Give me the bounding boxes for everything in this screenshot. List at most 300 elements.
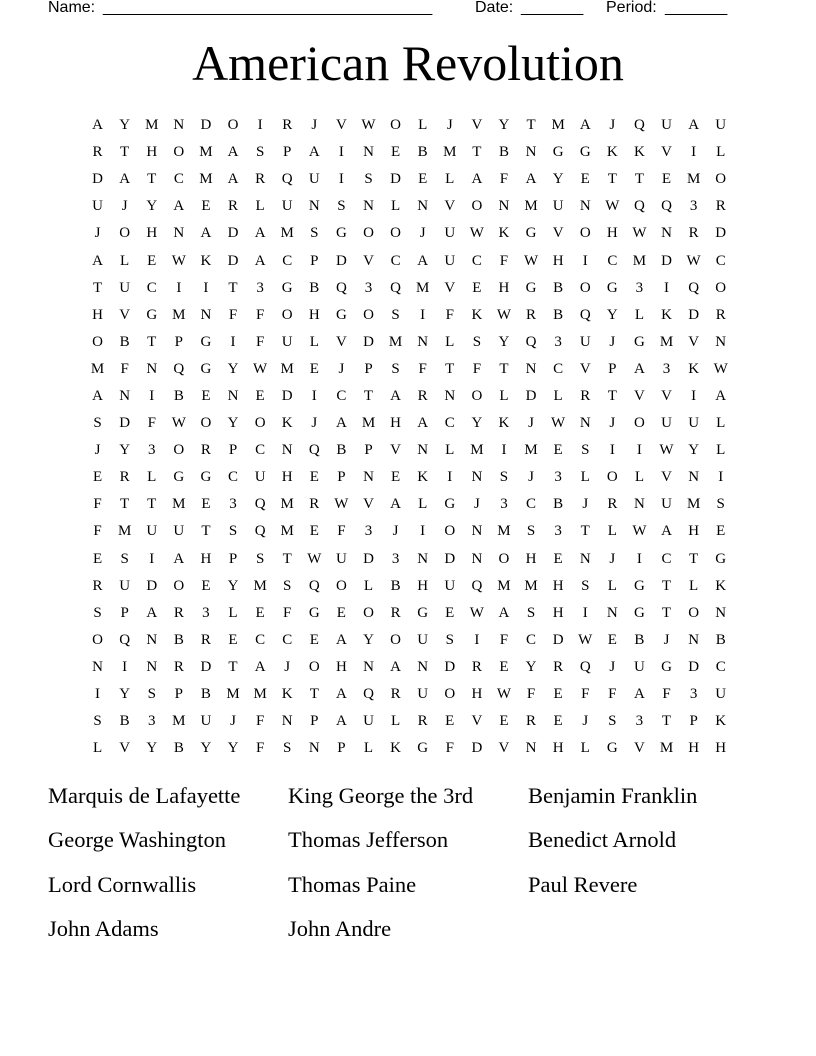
grid-letter[interactable]: I xyxy=(691,144,697,161)
grid-letter[interactable]: C xyxy=(715,252,726,269)
grid-letter[interactable]: W xyxy=(578,631,593,648)
grid-letter[interactable]: D xyxy=(146,577,158,594)
grid-letter[interactable]: L xyxy=(607,523,617,540)
grid-letter[interactable]: L xyxy=(418,117,428,134)
grid-letter[interactable]: K xyxy=(498,225,510,242)
grid-letter[interactable]: D xyxy=(444,550,456,567)
grid-letter[interactable]: T xyxy=(92,279,103,296)
grid-letter[interactable]: A xyxy=(390,496,401,513)
grid-letter[interactable]: T xyxy=(607,387,617,404)
grid-letter[interactable]: W xyxy=(171,252,186,269)
grid-letter[interactable]: M xyxy=(172,306,186,323)
grid-letter[interactable]: L xyxy=(147,469,157,486)
grid-letter[interactable]: K xyxy=(715,577,727,594)
grid-letter[interactable]: W xyxy=(605,198,620,215)
grid-letter[interactable]: H xyxy=(92,306,103,323)
grid-letter[interactable]: C xyxy=(255,631,266,648)
grid-letter[interactable]: N xyxy=(417,442,429,459)
grid-letter[interactable]: J xyxy=(582,496,589,513)
grid-letter[interactable]: A xyxy=(92,117,103,134)
grid-letter[interactable]: V xyxy=(634,387,645,404)
grid-letter[interactable]: E xyxy=(580,171,590,188)
grid-letter[interactable]: V xyxy=(634,740,645,757)
grid-letter[interactable]: A xyxy=(390,658,401,675)
grid-letter[interactable]: F xyxy=(147,415,156,432)
grid-letter[interactable]: W xyxy=(686,252,701,269)
grid-letter[interactable]: H xyxy=(281,469,293,486)
grid-letter[interactable]: V xyxy=(444,279,456,296)
grid-letter[interactable]: I xyxy=(636,550,642,567)
grid-letter[interactable]: M xyxy=(388,333,403,350)
grid-letter[interactable]: U xyxy=(634,658,645,675)
grid-letter[interactable]: M xyxy=(632,252,647,269)
grid-letter[interactable]: 3 xyxy=(202,604,210,621)
grid-letter[interactable]: B xyxy=(173,740,184,757)
grid-letter[interactable]: M xyxy=(659,740,674,757)
grid-letter[interactable]: C xyxy=(444,415,455,432)
grid-letter[interactable]: P xyxy=(337,740,346,757)
grid-letter[interactable]: H xyxy=(417,577,429,594)
grid-letter[interactable]: R xyxy=(417,387,428,404)
grid-letter[interactable]: T xyxy=(363,387,374,404)
grid-letter[interactable]: E xyxy=(716,523,726,540)
grid-letter[interactable]: P xyxy=(174,686,183,703)
grid-letter[interactable]: F xyxy=(255,713,265,730)
grid-letter[interactable]: Y xyxy=(227,360,239,377)
grid-letter[interactable]: U xyxy=(173,523,185,540)
grid-letter[interactable]: D xyxy=(715,225,727,242)
grid-letter[interactable]: R xyxy=(255,171,266,188)
name-blank[interactable]: _____________________________________ xyxy=(103,0,433,16)
grid-letter[interactable]: A xyxy=(634,360,645,377)
grid-letter[interactable]: M xyxy=(199,171,213,188)
grid-letter[interactable]: F xyxy=(93,496,102,513)
grid-letter[interactable]: S xyxy=(581,577,590,594)
grid-letter[interactable]: A xyxy=(471,171,483,188)
grid-letter[interactable]: L xyxy=(363,577,374,594)
grid-letter[interactable]: I xyxy=(149,387,155,404)
grid-letter[interactable]: 3 xyxy=(364,523,373,540)
grid-letter[interactable]: T xyxy=(445,360,455,377)
grid-letter[interactable]: M xyxy=(280,496,294,513)
grid-letter[interactable]: A xyxy=(92,252,103,269)
grid-letter[interactable]: U xyxy=(417,686,429,703)
grid-letter[interactable]: L xyxy=(580,469,590,486)
grid-letter[interactable]: M xyxy=(470,442,484,459)
grid-letter[interactable]: S xyxy=(120,550,129,567)
grid-letter[interactable]: D xyxy=(227,252,239,269)
grid-letter[interactable]: B xyxy=(200,686,211,703)
grid-letter[interactable]: H xyxy=(471,686,483,703)
grid-letter[interactable]: I xyxy=(691,387,697,404)
grid-letter[interactable]: O xyxy=(715,171,727,188)
grid-letter[interactable]: I xyxy=(95,686,101,703)
grid-letter[interactable]: L xyxy=(390,198,401,215)
grid-letter[interactable]: U xyxy=(92,198,103,215)
grid-letter[interactable]: U xyxy=(552,198,564,215)
grid-letter[interactable]: N xyxy=(471,550,483,567)
grid-letter[interactable]: F xyxy=(499,171,509,188)
grid-letter[interactable]: A xyxy=(335,713,347,730)
grid-letter[interactable]: I xyxy=(474,631,480,648)
grid-letter[interactable]: 3 xyxy=(229,496,237,513)
grid-letter[interactable]: O xyxy=(281,306,293,323)
grid-letter[interactable]: D xyxy=(227,225,239,242)
grid-letter[interactable]: H xyxy=(552,740,564,757)
grid-letter[interactable]: R xyxy=(471,658,482,675)
grid-letter[interactable]: I xyxy=(609,442,615,459)
grid-letter[interactable]: D xyxy=(92,171,103,188)
grid-letter[interactable]: J xyxy=(392,523,399,540)
grid-letter[interactable]: E xyxy=(661,171,672,188)
grid-letter[interactable]: T xyxy=(147,171,157,188)
grid-letter[interactable]: K xyxy=(281,415,293,432)
grid-letter[interactable]: H xyxy=(525,550,537,567)
grid-letter[interactable]: H xyxy=(308,306,320,323)
grid-letter[interactable]: V xyxy=(661,469,672,486)
grid-letter[interactable]: U xyxy=(119,577,131,594)
grid-letter[interactable]: A xyxy=(119,171,131,188)
grid-letter[interactable]: 3 xyxy=(147,442,156,459)
grid-letter[interactable]: 3 xyxy=(662,360,671,377)
grid-letter[interactable]: K xyxy=(390,740,401,757)
grid-letter[interactable]: M xyxy=(686,496,701,513)
grid-letter[interactable]: Y xyxy=(471,415,483,432)
grid-letter[interactable]: P xyxy=(283,144,292,161)
grid-letter[interactable]: Q xyxy=(688,279,700,296)
grid-letter[interactable]: S xyxy=(472,333,482,350)
grid-letter[interactable]: Q xyxy=(363,686,374,703)
grid-letter[interactable]: M xyxy=(199,144,213,161)
grid-letter[interactable]: 3 xyxy=(554,469,562,486)
grid-letter[interactable]: N xyxy=(525,144,537,161)
grid-letter[interactable]: N xyxy=(417,550,429,567)
grid-letter[interactable]: B xyxy=(715,631,726,648)
grid-letter[interactable]: O xyxy=(390,117,401,134)
grid-letter[interactable]: L xyxy=(418,496,428,513)
grid-letter[interactable]: M xyxy=(280,225,294,242)
grid-letter[interactable]: E xyxy=(607,631,617,648)
grid-letter[interactable]: E xyxy=(309,469,319,486)
grid-letter[interactable]: N xyxy=(606,604,618,621)
grid-letter[interactable]: G xyxy=(308,604,320,621)
grid-letter[interactable]: N xyxy=(200,306,212,323)
grid-letter[interactable]: Q xyxy=(579,306,591,323)
grid-letter[interactable]: N xyxy=(363,469,374,486)
grid-letter[interactable]: N xyxy=(661,225,672,242)
grid-letter[interactable]: I xyxy=(582,252,588,269)
grid-letter[interactable]: V xyxy=(688,333,700,350)
grid-letter[interactable]: N xyxy=(417,333,429,350)
grid-letter[interactable]: N xyxy=(119,387,131,404)
grid-letter[interactable]: R xyxy=(553,658,564,675)
grid-letter[interactable]: H xyxy=(552,604,564,621)
grid-letter[interactable]: M xyxy=(686,171,701,188)
grid-letter[interactable]: U xyxy=(308,171,320,188)
grid-letter[interactable]: E xyxy=(147,252,157,269)
grid-letter[interactable]: C xyxy=(336,387,347,404)
grid-letter[interactable]: L xyxy=(228,604,238,621)
grid-letter[interactable]: K xyxy=(715,713,727,730)
grid-letter[interactable]: O xyxy=(606,469,618,486)
grid-letter[interactable]: L xyxy=(499,387,509,404)
grid-letter[interactable]: I xyxy=(664,279,670,296)
grid-letter[interactable]: R xyxy=(688,225,699,242)
grid-letter[interactable]: G xyxy=(715,550,727,567)
grid-letter[interactable]: C xyxy=(526,631,537,648)
grid-letter[interactable]: O xyxy=(92,333,103,350)
grid-letter[interactable]: J xyxy=(473,496,480,513)
grid-letter[interactable]: C xyxy=(282,631,293,648)
grid-letter[interactable]: N xyxy=(173,225,185,242)
grid-letter[interactable]: U xyxy=(661,117,672,134)
grid-letter[interactable]: Y xyxy=(119,442,131,459)
grid-letter[interactable]: R xyxy=(526,306,537,323)
grid-letter[interactable]: I xyxy=(122,658,128,675)
grid-letter[interactable]: U xyxy=(444,577,456,594)
grid-letter[interactable]: E xyxy=(228,631,238,648)
grid-letter[interactable]: O xyxy=(579,279,591,296)
grid-letter[interactable]: N xyxy=(715,604,727,621)
grid-letter[interactable]: D xyxy=(661,252,672,269)
grid-letter[interactable]: V xyxy=(661,387,672,404)
grid-letter[interactable]: S xyxy=(364,171,373,188)
grid-letter[interactable]: C xyxy=(661,550,672,567)
grid-letter[interactable]: E xyxy=(201,198,211,215)
grid-letter[interactable]: N xyxy=(308,198,320,215)
grid-letter[interactable]: R xyxy=(390,686,401,703)
grid-letter[interactable]: S xyxy=(255,144,265,161)
grid-letter[interactable]: S xyxy=(499,469,509,486)
grid-letter[interactable]: N xyxy=(444,387,456,404)
grid-letter[interactable]: A xyxy=(335,415,347,432)
grid-letter[interactable]: V xyxy=(363,496,374,513)
grid-letter[interactable]: N xyxy=(173,117,185,134)
grid-letter[interactable]: M xyxy=(497,577,511,594)
grid-letter[interactable]: N xyxy=(417,658,429,675)
grid-letter[interactable]: A xyxy=(634,686,645,703)
grid-letter[interactable]: N xyxy=(363,198,374,215)
grid-letter[interactable]: E xyxy=(390,469,401,486)
grid-letter[interactable]: F xyxy=(526,686,536,703)
grid-letter[interactable]: I xyxy=(311,387,317,404)
grid-letter[interactable]: F xyxy=(608,686,617,703)
grid-letter[interactable]: H xyxy=(688,523,700,540)
grid-letter[interactable]: 3 xyxy=(635,713,644,730)
grid-letter[interactable]: P xyxy=(228,550,238,567)
grid-letter[interactable]: C xyxy=(471,252,482,269)
grid-letter[interactable]: M xyxy=(551,117,565,134)
grid-letter[interactable]: D xyxy=(119,415,131,432)
grid-letter[interactable]: L xyxy=(445,442,455,459)
grid-letter[interactable]: D xyxy=(688,306,700,323)
grid-letter[interactable]: A xyxy=(92,387,103,404)
grid-letter[interactable]: E xyxy=(201,496,211,513)
grid-letter[interactable]: U xyxy=(200,713,212,730)
grid-letter[interactable]: Q xyxy=(579,658,591,675)
grid-letter[interactable]: I xyxy=(501,442,507,459)
grid-letter[interactable]: T xyxy=(607,171,617,188)
grid-letter[interactable]: N xyxy=(634,496,645,513)
grid-letter[interactable]: M xyxy=(361,415,376,432)
grid-letter[interactable]: P xyxy=(364,360,373,377)
grid-letter[interactable]: J xyxy=(419,225,426,242)
grid-letter[interactable]: M xyxy=(443,144,457,161)
grid-letter[interactable]: Q xyxy=(119,631,131,648)
grid-letter[interactable]: H xyxy=(335,658,347,675)
grid-letter[interactable]: F xyxy=(120,360,129,377)
grid-letter[interactable]: B xyxy=(119,713,130,730)
grid-letter[interactable]: M xyxy=(172,496,186,513)
grid-letter[interactable]: K xyxy=(661,306,672,323)
grid-letter[interactable]: N xyxy=(579,415,591,432)
grid-letter[interactable]: S xyxy=(716,496,725,513)
grid-letter[interactable]: G xyxy=(173,469,185,486)
grid-letter[interactable]: M xyxy=(172,713,186,730)
grid-letter[interactable]: M xyxy=(90,360,105,377)
grid-letter[interactable]: G xyxy=(606,740,618,757)
grid-letter[interactable]: O xyxy=(444,523,456,540)
grid-letter[interactable]: D xyxy=(363,550,374,567)
grid-letter[interactable]: E xyxy=(201,577,211,594)
grid-letter[interactable]: O xyxy=(471,387,483,404)
grid-letter[interactable]: G xyxy=(200,333,212,350)
grid-letter[interactable]: Q xyxy=(661,198,672,215)
grid-letter[interactable]: V xyxy=(552,225,564,242)
grid-letter[interactable]: J xyxy=(311,415,318,432)
grid-letter[interactable]: M xyxy=(226,686,240,703)
grid-letter[interactable]: 3 xyxy=(635,279,644,296)
grid-letter[interactable]: T xyxy=(634,171,644,188)
grid-letter[interactable]: S xyxy=(391,306,400,323)
grid-letter[interactable]: I xyxy=(420,306,426,323)
grid-letter[interactable]: A xyxy=(417,415,429,432)
grid-letter[interactable]: I xyxy=(420,523,426,540)
grid-letter[interactable]: V xyxy=(363,252,374,269)
grid-letter[interactable]: T xyxy=(147,333,157,350)
grid-letter[interactable]: F xyxy=(337,523,346,540)
grid-letter[interactable]: 3 xyxy=(554,523,562,540)
grid-letter[interactable]: O xyxy=(254,415,266,432)
grid-letter[interactable]: B xyxy=(173,631,184,648)
grid-letter[interactable]: R xyxy=(715,306,726,323)
grid-letter[interactable]: N xyxy=(146,658,158,675)
grid-letter[interactable]: B xyxy=(417,144,428,161)
grid-letter[interactable]: O xyxy=(173,442,185,459)
grid-letter[interactable]: A xyxy=(335,686,347,703)
grid-letter[interactable]: T xyxy=(472,144,482,161)
grid-letter[interactable]: W xyxy=(551,415,566,432)
grid-letter[interactable]: E xyxy=(418,171,428,188)
grid-letter[interactable]: P xyxy=(310,252,319,269)
grid-letter[interactable]: R xyxy=(390,604,401,621)
grid-letter[interactable]: S xyxy=(255,550,265,567)
grid-letter[interactable]: N xyxy=(579,198,591,215)
grid-letter[interactable]: G xyxy=(661,658,672,675)
grid-letter[interactable]: H xyxy=(552,252,564,269)
grid-letter[interactable]: S xyxy=(526,604,536,621)
grid-letter[interactable]: T xyxy=(661,604,672,621)
grid-letter[interactable]: T xyxy=(661,577,672,594)
grid-letter[interactable]: B xyxy=(173,387,184,404)
grid-letter[interactable]: Y xyxy=(227,740,239,757)
grid-letter[interactable]: W xyxy=(632,225,647,242)
date-blank[interactable]: _______ xyxy=(521,0,584,16)
grid-letter[interactable]: H xyxy=(146,225,158,242)
grid-letter[interactable]: L xyxy=(390,713,401,730)
grid-letter[interactable]: J xyxy=(311,117,318,134)
grid-letter[interactable]: W xyxy=(523,252,539,269)
grid-letter[interactable]: N xyxy=(146,631,158,648)
grid-letter[interactable]: E xyxy=(201,387,211,404)
grid-letter[interactable]: Q xyxy=(254,523,266,540)
grid-letter[interactable]: V xyxy=(579,360,591,377)
grid-letter[interactable]: G xyxy=(634,577,645,594)
grid-letter[interactable]: C xyxy=(228,469,239,486)
grid-letter[interactable]: T xyxy=(309,686,319,703)
grid-letter[interactable]: U xyxy=(281,198,293,215)
grid-letter[interactable]: W xyxy=(469,604,484,621)
grid-letter[interactable]: G xyxy=(335,225,347,242)
grid-letter[interactable]: Q xyxy=(471,577,483,594)
grid-letter[interactable]: Y xyxy=(146,740,158,757)
grid-letter[interactable]: A xyxy=(688,117,700,134)
grid-letter[interactable]: Y xyxy=(227,577,239,594)
grid-letter[interactable]: W xyxy=(713,360,728,377)
grid-letter[interactable]: V xyxy=(119,306,131,323)
grid-letter[interactable]: I xyxy=(338,171,344,188)
grid-letter[interactable]: K xyxy=(281,686,293,703)
grid-letter[interactable]: I xyxy=(203,279,209,296)
grid-letter[interactable]: G xyxy=(444,496,456,513)
grid-letter[interactable]: A xyxy=(200,225,212,242)
grid-letter[interactable]: O xyxy=(92,631,103,648)
grid-letter[interactable]: Y xyxy=(119,117,131,134)
grid-letter[interactable]: T xyxy=(526,117,536,134)
grid-letter[interactable]: C xyxy=(282,252,293,269)
grid-letter[interactable]: E xyxy=(92,550,103,567)
grid-letter[interactable]: K xyxy=(200,252,212,269)
grid-letter[interactable]: D xyxy=(471,740,483,757)
grid-letter[interactable]: 3 xyxy=(689,198,698,215)
grid-letter[interactable]: 3 xyxy=(147,713,156,730)
grid-letter[interactable]: R xyxy=(92,577,103,594)
grid-letter[interactable]: E xyxy=(472,279,482,296)
grid-letter[interactable]: S xyxy=(581,442,590,459)
grid-letter[interactable]: Y xyxy=(498,333,510,350)
grid-letter[interactable]: F xyxy=(228,306,238,323)
grid-letter[interactable]: Q xyxy=(281,171,293,188)
grid-letter[interactable]: J xyxy=(609,333,616,350)
grid-letter[interactable]: O xyxy=(390,225,401,242)
grid-letter[interactable]: R xyxy=(309,496,320,513)
grid-letter[interactable]: R xyxy=(92,144,103,161)
grid-letter[interactable]: F xyxy=(499,252,509,269)
grid-letter[interactable]: O xyxy=(363,225,374,242)
grid-letter[interactable]: G xyxy=(606,279,618,296)
grid-letter[interactable]: N xyxy=(688,631,700,648)
grid-letter[interactable]: R xyxy=(173,604,184,621)
grid-letter[interactable]: B xyxy=(498,144,509,161)
grid-letter[interactable]: J xyxy=(230,713,236,730)
grid-letter[interactable]: V xyxy=(335,333,347,350)
grid-letter[interactable]: L xyxy=(607,577,617,594)
grid-letter[interactable]: O xyxy=(715,279,727,296)
grid-letter[interactable]: O xyxy=(363,306,374,323)
grid-letter[interactable]: V xyxy=(471,117,483,134)
grid-letter[interactable]: A xyxy=(661,523,672,540)
grid-letter[interactable]: A xyxy=(390,387,401,404)
